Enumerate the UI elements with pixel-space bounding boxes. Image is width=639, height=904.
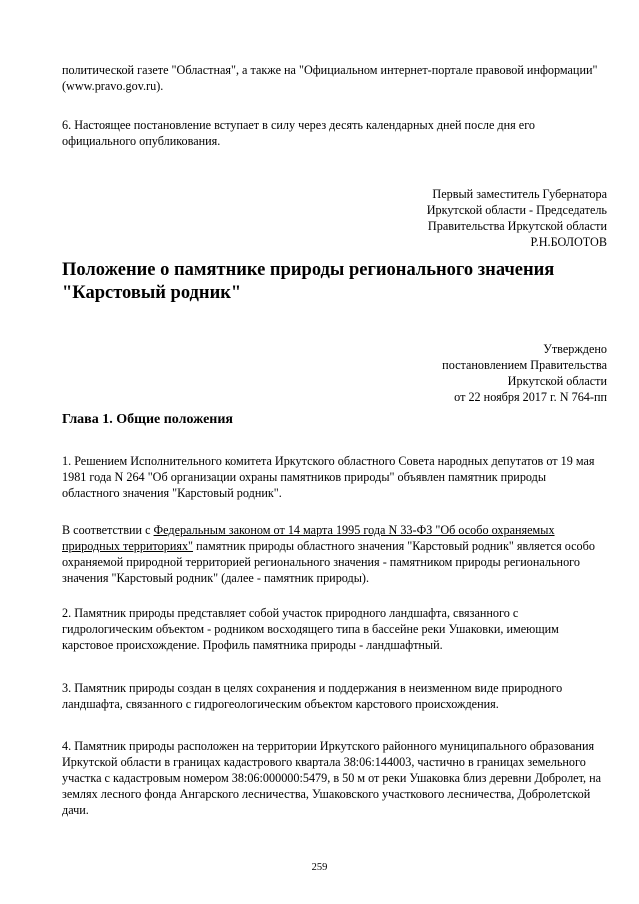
approval-block (442, 341, 607, 405)
federal-law-link[interactable]: Федеральным законом от 14 марта 1995 года N 33-ФЗ "Об особо охраняемых природных территориях" (62, 523, 555, 553)
body-paragraph-2-suffix: памятник природы областного значения "Карстовый родник" является особо охраняемой природной территорией регионального значения - памятником природы регионального значения "Карстовый родник" (далее - памятник природы). (62, 539, 595, 585)
page-number: 259 (311, 862, 328, 873)
approval-line-3: Иркутской области (507, 374, 607, 388)
signature-line-1: Первый заместитель Губернатора (432, 187, 607, 201)
signature-block (427, 186, 607, 250)
approval-line-4: от 22 ноября 2017 г. N 764-пп (454, 390, 607, 404)
body-paragraph-2 (62, 522, 602, 586)
chapter-heading: Глава 1. Общие положения (62, 412, 234, 427)
signature-line-4: Р.Н.БОЛОТОВ (530, 235, 607, 249)
intro-paragraph-1: политической газете "Областная", а также на "Официальном интернет-портале правовой информации" (www.pravo.gov.ru). (62, 63, 598, 93)
signature-line-3: Правительства Иркутской области (427, 219, 607, 233)
body-paragraph-4: 3. Памятник природы создан в целях сохранения и поддержания в неизменном виде природного ландшафта, связанного с гидрогеологическим объектом карстового происхождения. (62, 681, 563, 711)
body-paragraph-2-prefix: В соответствии с (62, 523, 154, 537)
body-paragraph-3: 2. Памятник природы представляет собой участок природного ландшафта, связанного с гидрологическим объектом - родником восходящего типа в бассейне реки Ушаковки, имеющим карстовое происхождение. Профиль памятника природы - ландшафтный. (62, 606, 559, 652)
signature-line-2: Иркутской области - Председатель (426, 203, 607, 217)
approval-line-1: Утверждено (543, 342, 607, 356)
body-paragraph-1: 1. Решением Исполнительного комитета Иркутского областного Совета народных депутатов от 19 мая 1981 года N 264 "Об организации охраны памятников природы" объявлен памятник природы областного значения "Карстовый родник". (62, 454, 595, 500)
body-paragraph-5: 4. Памятник природы расположен на территории Иркутского районного муниципального образования Иркутской области в границах кадастрового квартала 38:06:144003, частично в границах земельного участка с кадастровым номером 38:06:000000:5479, в 50 м от реки Ушаковка близ деревни Добролет, на землях лесного фонда Ангарского лесничества, Ушаковского участкового лесничества, Добролетской дачи. (62, 739, 602, 817)
approval-line-2: постановлением Правительства (442, 358, 607, 372)
document-title: Положение о памятнике природы регионального значения "Карстовый родник" (62, 260, 555, 303)
intro-paragraph-2: 6. Настоящее постановление вступает в силу через десять календарных дней после дня его официального опубликования. (62, 118, 536, 148)
